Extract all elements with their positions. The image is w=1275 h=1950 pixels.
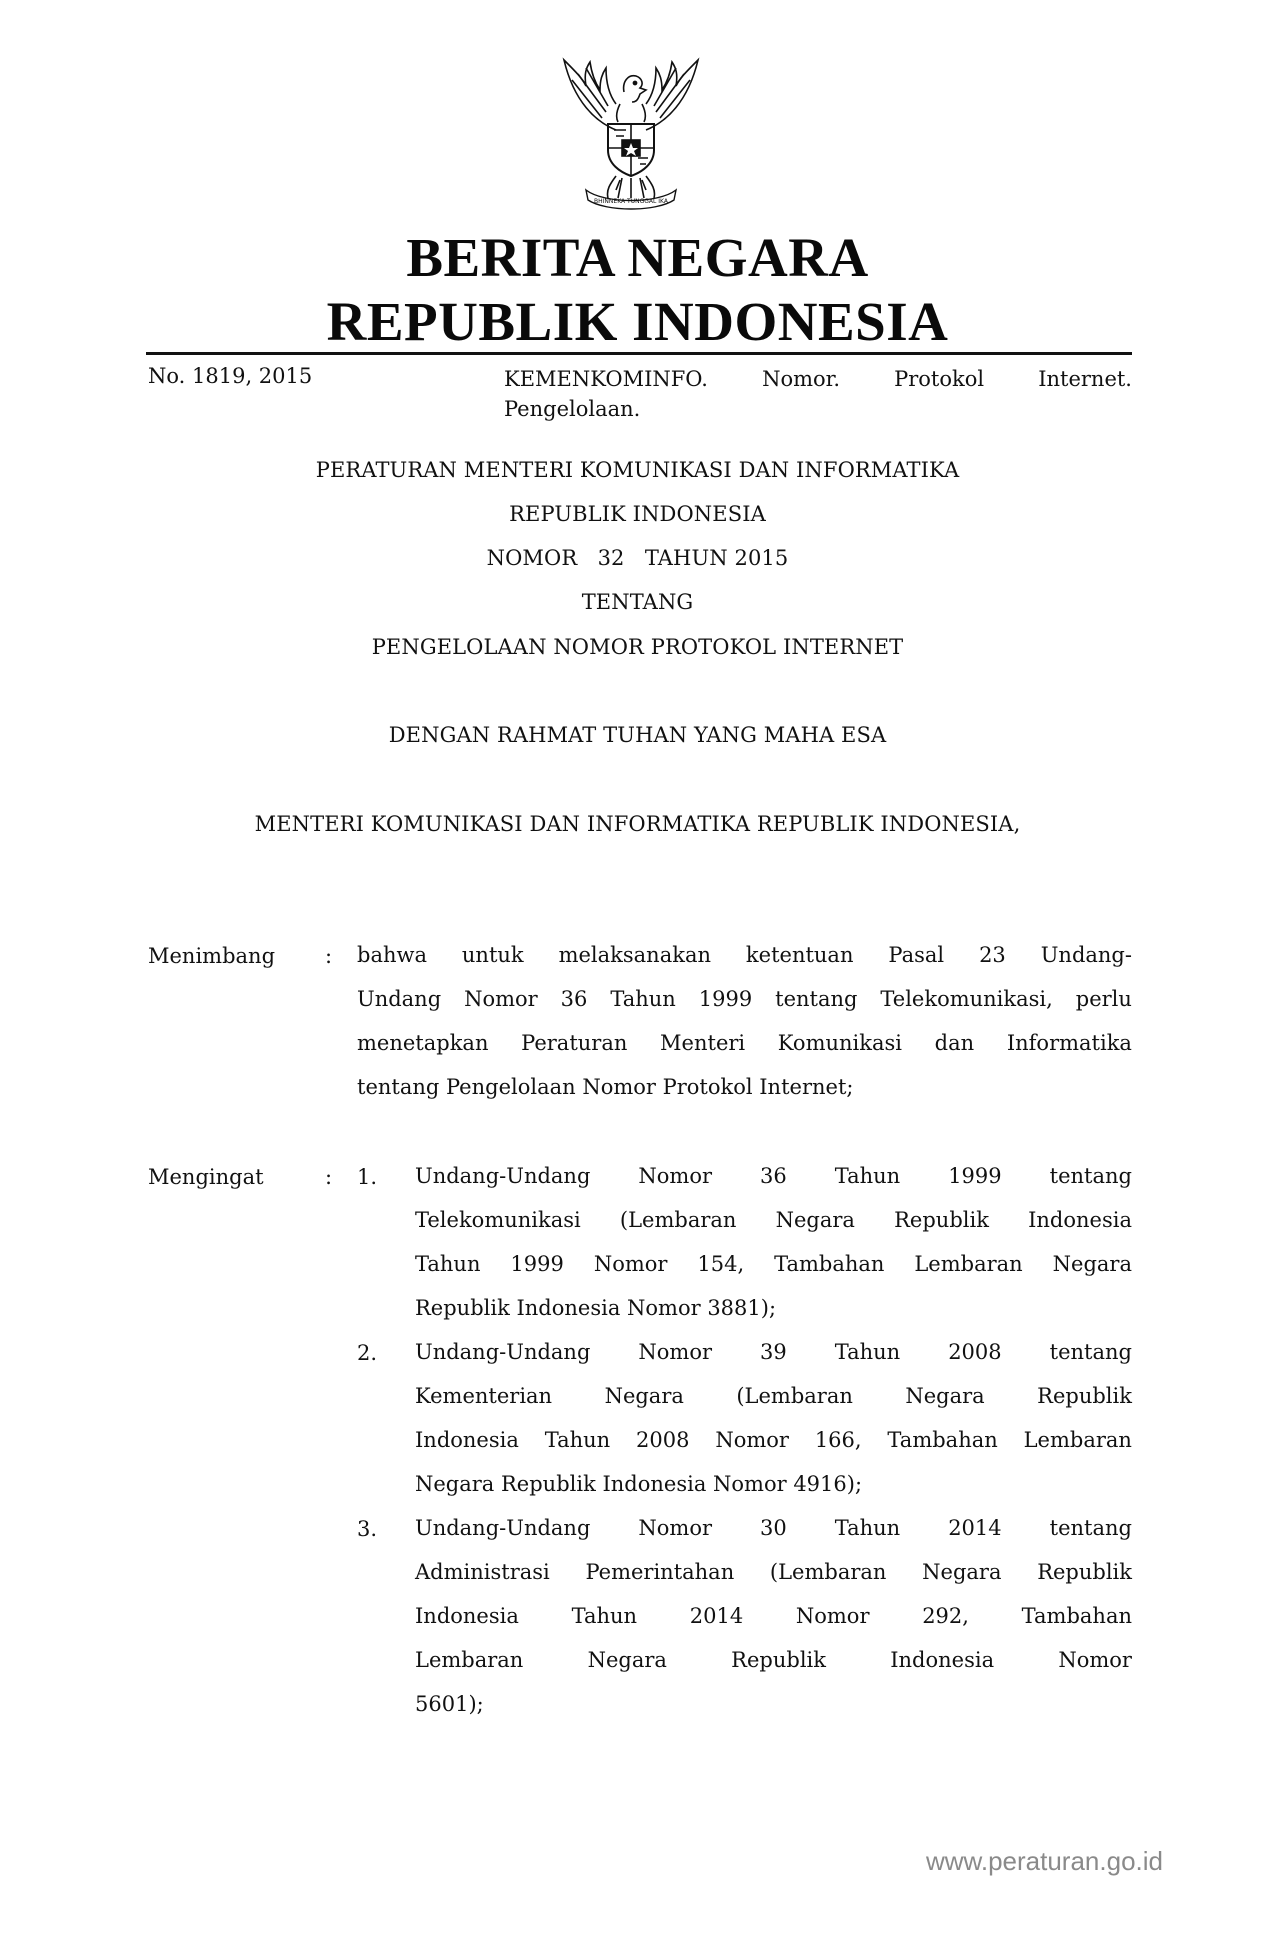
masthead-divider (146, 352, 1132, 355)
word: Nomor (464, 987, 538, 1011)
word: 166, (814, 1428, 862, 1452)
word: Tambahan (1021, 1604, 1132, 1628)
text-line (357, 977, 1132, 1021)
word: tentang (775, 987, 858, 1011)
word: Nomor (795, 1604, 870, 1628)
word: Tahun (571, 1604, 638, 1628)
word: Nomor (715, 1428, 789, 1452)
word: Indonesia (890, 1648, 995, 1672)
text-line (415, 1242, 1132, 1286)
word: tentang (1049, 1516, 1132, 1540)
invocation: DENGAN RAHMAT TUHAN YANG MAHA ESA (388, 723, 887, 747)
word: Menteri (660, 1031, 746, 1055)
word: Lembaran (1023, 1428, 1132, 1452)
word: Indonesia (415, 1428, 519, 1452)
word: untuk (461, 943, 524, 967)
list-number: 3. (357, 1517, 378, 1541)
word: Republik (731, 1648, 826, 1672)
mengingat-label: Mengingat (148, 1165, 264, 1189)
word: Nomor (638, 1516, 713, 1540)
gazette-subject-line2: Pengelolaan. (504, 397, 641, 421)
subject-word: Internet. (1038, 367, 1132, 391)
word: 1999 (698, 987, 753, 1011)
regulation-subject: PENGELOLAAN NOMOR PROTOKOL INTERNET (371, 635, 904, 659)
word: (Lembaran (619, 1208, 737, 1232)
text-line (415, 1374, 1132, 1418)
word: (Lembaran (769, 1560, 887, 1584)
word: Tahun (834, 1164, 901, 1188)
menimbang-text (357, 933, 1132, 1109)
word: perlu (1075, 987, 1132, 1011)
subject-word: KEMENKOMINFO. (504, 367, 708, 391)
list-number: 2. (357, 1341, 378, 1365)
mengingat-item-3 (415, 1506, 1132, 1726)
text-line (415, 1506, 1132, 1550)
mengingat-item-1 (415, 1154, 1132, 1330)
gazette-number: No. 1819, 2015 (148, 364, 313, 388)
word: 292, (922, 1604, 969, 1628)
gazette-subject-line1 (504, 364, 1132, 394)
gazette-subject (504, 364, 1132, 424)
word: Undang-Undang (415, 1164, 591, 1188)
regulation-title-line2: REPUBLIK INDONESIA (509, 502, 766, 526)
word: Peraturan (521, 1031, 628, 1055)
regulation-title-line1: PERATURAN MENTERI KOMUNIKASI DAN INFORMATIKA (315, 458, 960, 482)
word: 2008 (636, 1428, 690, 1452)
text-line (415, 1198, 1132, 1242)
word: Tambahan (887, 1428, 998, 1452)
word: 23 (979, 943, 1006, 967)
word: 36 (560, 987, 588, 1011)
regulation-tentang: TENTANG (581, 590, 694, 614)
word: 30 (760, 1516, 787, 1540)
text-line: tentang Pengelolaan Nomor Protokol Internet; (357, 1075, 854, 1099)
word: ketentuan (745, 943, 854, 967)
word: Republik (1037, 1560, 1132, 1584)
issuing-authority: MENTERI KOMUNIKASI DAN INFORMATIKA REPUBLIK INDONESIA, (254, 812, 1021, 836)
text-line (357, 933, 1132, 977)
word: Undang- (1040, 943, 1132, 967)
word: Telekomunikasi, (880, 987, 1053, 1011)
masthead-title-line2: REPUBLIK INDONESIA (326, 291, 949, 352)
menimbang-colon: : (325, 944, 333, 968)
subject-word: Nomor. (762, 367, 841, 391)
masthead-title-line1: BERITA NEGARA (406, 227, 869, 288)
word: Negara (905, 1384, 985, 1408)
text-line (415, 1594, 1132, 1638)
emblem-motto: BHINNEKA TUNGGAL IKA (594, 198, 668, 205)
word: menetapkan (357, 1031, 489, 1055)
word: Pemerintahan (585, 1560, 735, 1584)
word: bahwa (357, 943, 427, 967)
word: Negara (604, 1384, 684, 1408)
word: Pasal (888, 943, 945, 967)
word: Lembaran (415, 1648, 524, 1672)
word: Negara (1052, 1252, 1132, 1276)
word: Administrasi (415, 1560, 550, 1584)
word: 2014 (948, 1516, 1002, 1540)
word: Tahun (610, 987, 676, 1011)
word: Negara (587, 1648, 667, 1672)
text-line (415, 1550, 1132, 1594)
word: 1999 (510, 1252, 564, 1276)
garuda-emblem-graphic (546, 52, 716, 212)
word: Negara (775, 1208, 855, 1232)
subject-word: Protokol (894, 367, 985, 391)
word: 2008 (948, 1340, 1002, 1364)
word: Indonesia (1028, 1208, 1132, 1232)
text-line (415, 1418, 1132, 1462)
word: Tahun (834, 1516, 901, 1540)
word: Indonesia (415, 1604, 519, 1628)
word: tentang (1049, 1340, 1132, 1364)
text-line (415, 1154, 1132, 1198)
word: Nomor (638, 1340, 713, 1364)
mengingat-item-2 (415, 1330, 1132, 1506)
word: Undang (357, 987, 442, 1011)
word: Republik (894, 1208, 989, 1232)
word: Undang-Undang (415, 1340, 591, 1364)
word: Tambahan (774, 1252, 885, 1276)
word: Republik (1037, 1384, 1132, 1408)
word: Tahun (415, 1252, 481, 1276)
mengingat-colon: : (325, 1165, 333, 1189)
word: 1999 (948, 1164, 1002, 1188)
word: Kementerian (415, 1384, 553, 1408)
text-line (415, 1638, 1132, 1682)
word: tentang (1049, 1164, 1132, 1188)
word: Telekomunikasi (415, 1208, 581, 1232)
word: melaksanakan (558, 943, 711, 967)
word: Nomor (593, 1252, 668, 1276)
word: 2014 (689, 1604, 744, 1628)
word: Komunikasi (777, 1031, 902, 1055)
text-line: Republik Indonesia Nomor 3881); (415, 1296, 777, 1320)
word: Tahun (544, 1428, 611, 1452)
word: Nomor (1058, 1648, 1132, 1672)
word: dan (934, 1031, 975, 1055)
garuda-emblem-icon (546, 52, 716, 212)
word: (Lembaran (736, 1384, 853, 1408)
word: 39 (760, 1340, 787, 1364)
menimbang-label: Menimbang (148, 944, 276, 968)
text-line (357, 1021, 1132, 1065)
text-line: 5601); (415, 1692, 484, 1716)
word: Negara (922, 1560, 1002, 1584)
word: Tahun (834, 1340, 901, 1364)
word: Nomor (638, 1164, 713, 1188)
word: Undang-Undang (415, 1516, 591, 1540)
word: 36 (760, 1164, 787, 1188)
text-line (415, 1330, 1132, 1374)
text-line: Negara Republik Indonesia Nomor 4916); (415, 1472, 863, 1496)
word: 154, (697, 1252, 745, 1276)
source-watermark: www.peraturan.go.id (925, 1846, 1163, 1876)
regulation-number: NOMOR 32 TAHUN 2015 (486, 546, 789, 570)
list-number: 1. (357, 1165, 378, 1189)
word: Informatika (1006, 1031, 1132, 1055)
word: Lembaran (914, 1252, 1023, 1276)
